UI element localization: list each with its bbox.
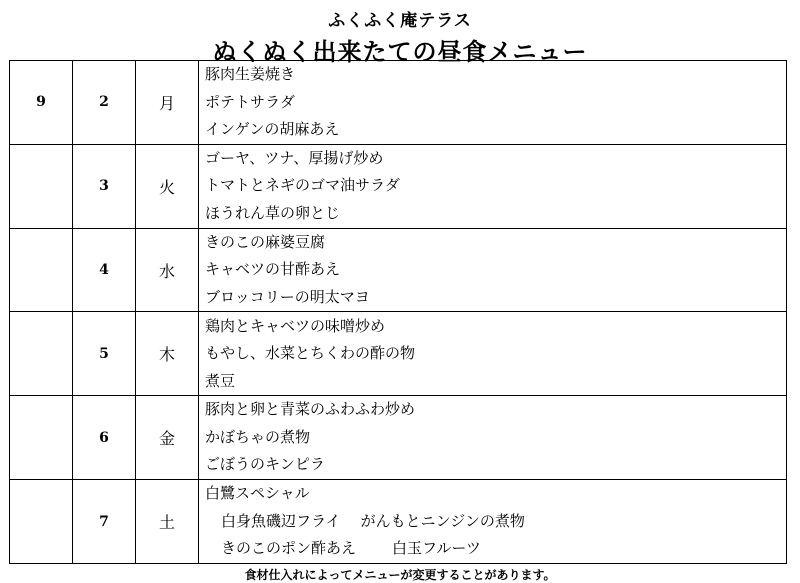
table-row <box>10 228 787 312</box>
weekday-cell: 木 <box>136 312 199 396</box>
menu-items-cell <box>199 396 787 480</box>
menu-table <box>9 60 787 564</box>
table-row <box>10 144 787 228</box>
menu-items-cell <box>199 312 787 396</box>
page-title: ぬくぬく出来たての昼食メニュー <box>212 38 588 66</box>
menu-item: キャベツの甘酢あえ <box>205 260 341 279</box>
day-cell: 6 <box>73 396 136 480</box>
month-cell-empty <box>10 396 73 480</box>
month-cell-empty <box>10 312 73 396</box>
menu-item: 煮豆 <box>205 371 236 390</box>
menu-items-cell <box>199 228 787 312</box>
day-cell: 4 <box>73 228 136 312</box>
menu-items-cell <box>199 144 787 228</box>
day-cell: 2 <box>73 61 136 145</box>
weekday-cell: 水 <box>136 228 199 312</box>
special-sub-row <box>205 535 786 563</box>
month-cell: 9 <box>10 61 73 145</box>
day-cell: 7 <box>73 480 136 564</box>
menu-item: かぼちゃの煮物 <box>205 427 311 446</box>
table-row <box>10 396 787 480</box>
footer-note: 食材仕入れによってメニューが変更することがあります。 <box>244 568 556 582</box>
menu-item: きのこのポン酢あえ <box>221 539 357 558</box>
weekday-cell: 金 <box>136 396 199 480</box>
menu-item: インゲンの胡麻あえ <box>205 120 340 139</box>
special-menu-title: 白鷺スペシャル <box>205 484 310 503</box>
menu-item: 鶏肉とキャベツの味噌炒め <box>205 316 386 335</box>
special-sub-row <box>205 508 786 536</box>
month-cell-empty <box>10 144 73 228</box>
menu-items-cell <box>199 61 787 145</box>
menu-item: トマトとネギのゴマ油サラダ <box>205 176 400 195</box>
menu-item: ポテトサラダ <box>205 92 295 111</box>
day-cell: 3 <box>73 144 136 228</box>
menu-item: 豚肉生姜焼き <box>205 65 296 84</box>
menu-item: もやし、水菜とちくわの酢の物 <box>205 344 416 363</box>
month-cell-empty <box>10 480 73 564</box>
restaurant-name: ふくふく庵テラス <box>328 11 472 31</box>
menu-item: きのこの麻婆豆腐 <box>205 232 326 251</box>
menu-item: 白玉フルーツ <box>392 539 481 558</box>
menu-item: 白身魚磯辺フライ <box>221 511 341 530</box>
menu-item: がんもとニンジンの煮物 <box>360 511 525 530</box>
menu-item: ゴーヤ、ツナ、厚揚げ炒め <box>205 148 384 167</box>
menu-items-cell <box>199 480 787 564</box>
month-cell-empty <box>10 228 73 312</box>
table-row <box>10 312 787 396</box>
weekday-cell: 月 <box>136 61 199 145</box>
weekday-cell: 土 <box>136 480 199 564</box>
menu-item: ブロッコリーの明太マヨ <box>205 287 370 306</box>
table-row <box>10 480 787 564</box>
menu-item: ごぼうのキンピラ <box>205 455 325 474</box>
day-cell: 5 <box>73 312 136 396</box>
menu-item: ほうれん草の卵とじ <box>205 203 341 222</box>
menu-item: 豚肉と卵と青菜のふわふわ炒め <box>205 400 416 419</box>
table-row <box>10 61 787 145</box>
weekday-cell: 火 <box>136 144 199 228</box>
